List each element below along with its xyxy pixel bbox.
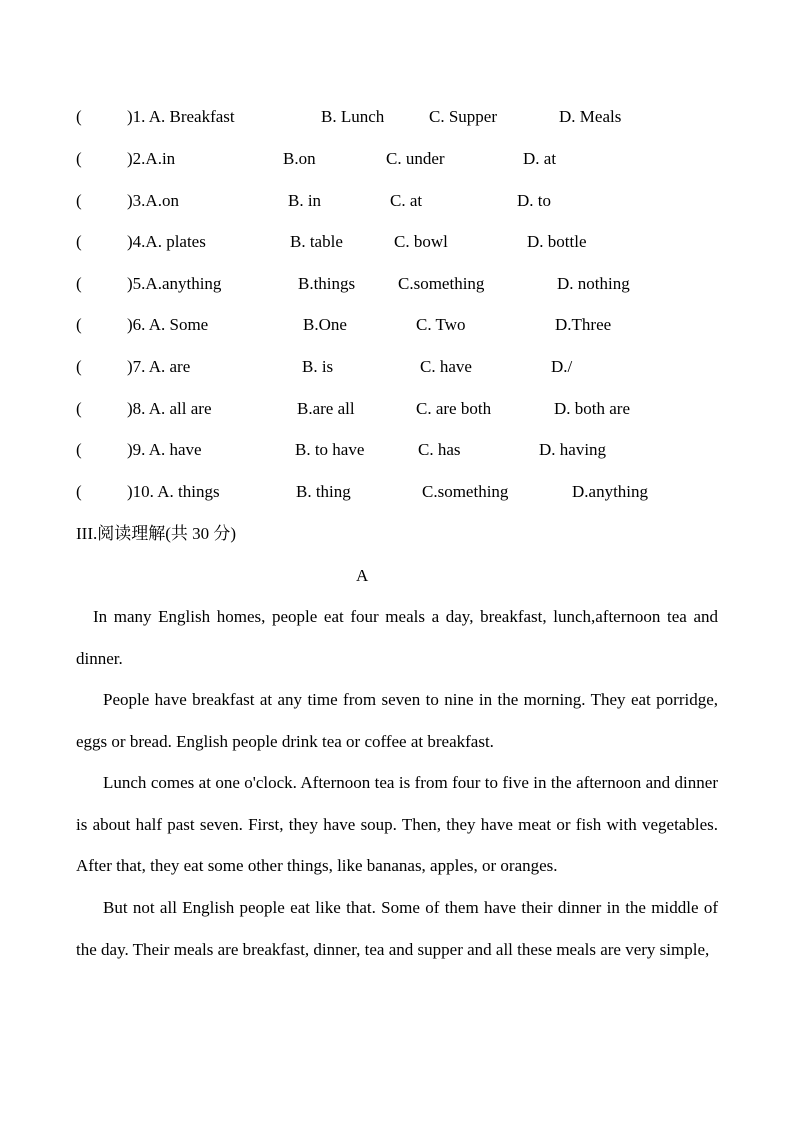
question-row xyxy=(0,480,794,504)
option-d: D. Meals xyxy=(559,107,622,126)
option-b: B. thing xyxy=(296,482,351,501)
option-d: D./ xyxy=(551,357,573,376)
question-option-a: )10. A. things xyxy=(127,482,220,501)
option-c: C.something xyxy=(398,274,485,293)
passage-label: A xyxy=(356,566,369,585)
question-row xyxy=(0,313,794,337)
question-option-a: )3.A.on xyxy=(127,191,179,210)
option-d: D. to xyxy=(517,191,551,210)
question-row xyxy=(0,147,794,171)
question-row xyxy=(0,105,794,129)
option-d: D.anything xyxy=(572,482,649,501)
option-b: B.things xyxy=(298,274,356,293)
option-c: C. Supper xyxy=(429,107,497,126)
passage-paragraph: Lunch comes at one o'clock. Afternoon tea is from four to five in the afternoon and dinner is about half past seven. First, they have soup. Then, they have meat or fish with vegetables. After that, they eat some other things, like bananas, apples, or oranges. xyxy=(76,773,718,875)
answer-blank: ( xyxy=(76,107,82,126)
option-b: B.One xyxy=(303,315,347,334)
answer-blank: ( xyxy=(76,482,82,501)
answer-blank: ( xyxy=(76,274,82,293)
section-title: III.阅读理解(共 30 分) xyxy=(76,524,237,543)
option-c: C. have xyxy=(420,357,472,376)
answer-blank: ( xyxy=(76,399,82,418)
option-d: D. both are xyxy=(554,399,631,418)
option-b: B. in xyxy=(288,191,322,210)
question-option-a: )5.A.anything xyxy=(127,274,222,293)
question-option-a: )1. A. Breakfast xyxy=(127,107,235,126)
passage-paragraph: But not all English people eat like that. Some of them have their dinner in the middle of the day. Their meals are breakfast, dinner, tea and supper and all these meals are very simple, xyxy=(76,898,718,959)
question-option-a: )4.A. plates xyxy=(127,232,206,251)
question-option-a: )8. A. all are xyxy=(127,399,212,418)
option-c: C. Two xyxy=(416,315,466,334)
answer-blank: ( xyxy=(76,149,82,168)
question-option-a: )9. A. have xyxy=(127,440,202,459)
option-c: C.something xyxy=(422,482,509,501)
option-c: C. bowl xyxy=(394,232,448,251)
option-d: D. having xyxy=(539,440,607,459)
option-b: B. to have xyxy=(295,440,365,459)
question-row xyxy=(0,272,794,296)
question-option-a: )2.A.in xyxy=(127,149,176,168)
question-row xyxy=(0,355,794,379)
passage-paragraph: People have breakfast at any time from seven to nine in the morning. They eat porridge, eggs or bread. English people drink tea or coffee at breakfast. xyxy=(76,690,718,751)
question-row xyxy=(0,230,794,254)
question-row xyxy=(0,438,794,462)
question-option-a: )6. A. Some xyxy=(127,315,209,334)
option-d: D. bottle xyxy=(527,232,587,251)
question-row xyxy=(0,189,794,213)
option-b: B. Lunch xyxy=(321,107,385,126)
passage-paragraph: In many English homes, people eat four meals a day, breakfast, lunch,afternoon tea and dinner. xyxy=(76,607,718,668)
answer-blank: ( xyxy=(76,440,82,459)
answer-blank: ( xyxy=(76,232,82,251)
question-row xyxy=(0,397,794,421)
answer-blank: ( xyxy=(76,191,82,210)
option-d: D. nothing xyxy=(557,274,630,293)
option-b: B.on xyxy=(283,149,316,168)
option-c: C. at xyxy=(390,191,423,210)
option-b: B.are all xyxy=(297,399,355,418)
answer-blank: ( xyxy=(76,315,82,334)
option-b: B. table xyxy=(290,232,343,251)
option-d: D.Three xyxy=(555,315,612,334)
option-c: C. has xyxy=(418,440,461,459)
question-option-a: )7. A. are xyxy=(127,357,191,376)
answer-blank: ( xyxy=(76,357,82,376)
option-c: C. under xyxy=(386,149,445,168)
option-b: B. is xyxy=(302,357,334,376)
option-c: C. are both xyxy=(416,399,492,418)
option-d: D. at xyxy=(523,149,557,168)
